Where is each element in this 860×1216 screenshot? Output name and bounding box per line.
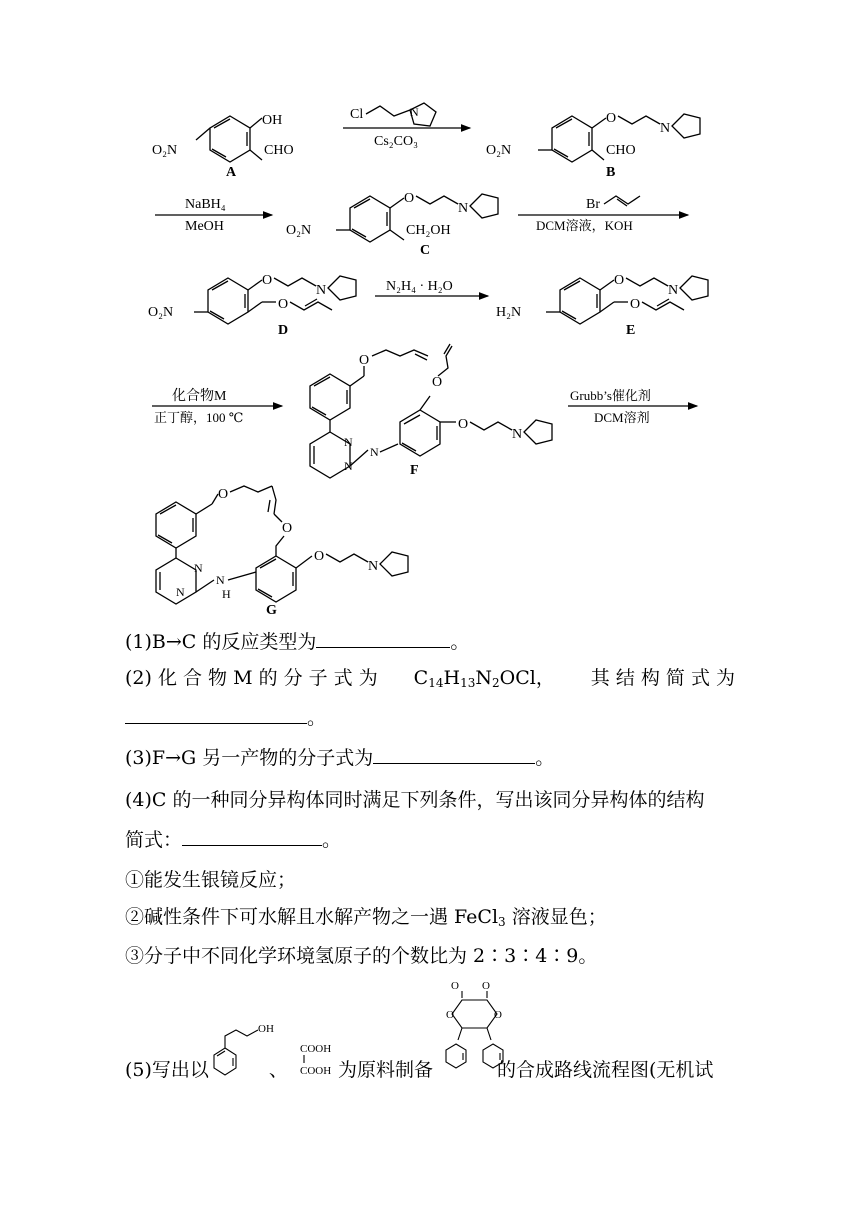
target-o4: O	[494, 1009, 502, 1021]
q5-pre: (5)写出以	[125, 1059, 209, 1081]
d-o2-label: O	[278, 297, 289, 312]
compound-e	[496, 273, 708, 338]
b-cho-label: CHO	[606, 143, 636, 158]
arrow6-grubbs: Grubb’s催化剂	[570, 388, 651, 403]
a-no2-label: O₂N	[152, 143, 178, 158]
d-o1-label: O	[262, 273, 273, 288]
cooh-top: COOH	[300, 1043, 332, 1055]
g-o3-label: O	[314, 549, 325, 564]
question-1	[125, 628, 469, 656]
d-n-label: N	[316, 283, 327, 298]
q4-answer-blank[interactable]	[182, 827, 322, 846]
d-no2-label: O₂N	[148, 305, 174, 320]
question-5: (5)写出以 、 为原料制备 的合成路线流程图(无机试	[125, 1059, 714, 1081]
q2-formula: $C_{14}H_{13}N_2OCl$，	[413, 667, 555, 690]
g-n1-label: N	[194, 561, 203, 575]
arrow-3	[518, 196, 688, 234]
arrow1-cl: Cl	[350, 107, 364, 122]
g-n4-label: N	[368, 559, 379, 574]
f-n1-label: N	[344, 435, 353, 449]
arrow5-conditions: 正丁醇，100 ℃	[154, 410, 244, 425]
c-label: C	[420, 243, 431, 258]
oh-label: OH	[258, 1023, 274, 1035]
q5-post: 的合成路线流程图(无机试	[496, 1059, 714, 1081]
q2-suffix: 其 结 构 简 式 为	[590, 667, 735, 689]
q4-line2: 简式：	[125, 829, 183, 851]
e-label: E	[626, 323, 636, 338]
question-2-line2	[125, 704, 326, 732]
arrow1-n: N	[410, 105, 419, 119]
q1-text: (1)B→C 的反应类型为	[125, 631, 317, 653]
g-o2-label: O	[282, 521, 293, 536]
condition-2-text: ②碱性条件下可水解且水解产物之一遇 FeCl	[125, 906, 499, 928]
q1-answer-blank[interactable]	[316, 629, 450, 648]
target-structure	[446, 980, 503, 1068]
a-oh-label: OH	[262, 113, 283, 128]
q4-end: 。	[322, 829, 342, 851]
q3-answer-blank[interactable]	[373, 745, 535, 764]
arrow-1	[343, 103, 470, 149]
arrow5-m: 化合物M	[172, 389, 227, 404]
d-label: D	[278, 323, 289, 338]
q3-end: 。	[535, 747, 555, 769]
g-n2-label: N	[176, 585, 185, 599]
b-o-label: O	[606, 111, 617, 126]
q4-line1: (4)C 的一种同分异构体同时满足下列条件，写出该同分异构体的结构	[125, 789, 705, 811]
arrow2-nabh4: NaBH₄	[185, 197, 226, 212]
compound-d	[148, 273, 356, 338]
c-no2-label: O₂N	[286, 223, 312, 238]
arrow-4	[375, 279, 488, 296]
g-h-label: H	[222, 587, 231, 601]
arrow-6	[568, 388, 697, 425]
condition-3-text: ③分子中不同化学环境氢原子的个数比为 2∶3∶4∶9。	[125, 945, 598, 967]
arrow3-dcm: DCM溶液，KOH	[536, 218, 633, 233]
arrow-2	[155, 197, 272, 234]
target-o3: O	[446, 1009, 454, 1021]
question-4-line2	[125, 826, 341, 854]
arrow3-br: Br	[586, 197, 600, 212]
arrow-5	[152, 387, 282, 426]
a-cho-label: CHO	[264, 143, 294, 158]
compound-g	[156, 486, 408, 618]
f-n3-label: N	[370, 445, 379, 459]
condition-3	[125, 942, 597, 970]
arrow6-dcm: DCM溶剂	[594, 410, 650, 425]
question-3	[125, 744, 554, 772]
q3-text: (3)F→G 另一产物的分子式为	[125, 747, 374, 769]
target-o1: O	[451, 980, 459, 992]
q2-answer-blank[interactable]	[125, 705, 307, 724]
f-n4-label: N	[512, 427, 523, 442]
condition-1	[125, 866, 296, 894]
condition-2-sub: 3	[498, 915, 506, 929]
f-o1-label: O	[359, 353, 370, 368]
compound-f	[310, 344, 552, 478]
c-o-label: O	[404, 191, 415, 206]
q5-mid: 为原料制备	[337, 1059, 433, 1081]
q2-end: 。	[307, 707, 327, 729]
b-n-label: N	[660, 121, 671, 136]
arrow4-n2h4: N₂H₄ · H₂O	[386, 279, 453, 294]
q2-prefix: (2) 化 合 物 M 的 分 子 式 为	[125, 667, 378, 689]
question-2-line1	[125, 664, 735, 692]
compound-b	[486, 111, 700, 180]
arrow2-meoh: MeOH	[185, 219, 224, 234]
g-nh-label: N	[216, 573, 225, 587]
f-o2-label: O	[432, 375, 443, 390]
c-ch2oh-label: CH₂OH	[406, 223, 451, 238]
target-o2: O	[482, 980, 490, 992]
q1-end: 。	[450, 631, 470, 653]
compound-a	[152, 113, 294, 180]
c-n-label: N	[458, 201, 469, 216]
condition-2: ②碱性条件下可水解且水解产物之一遇 FeCl$_3$ 溶液显色；	[125, 906, 607, 929]
f-label: F	[410, 463, 419, 478]
e-h2n-label: H₂N	[496, 305, 522, 320]
cooh-bottom: COOH	[300, 1065, 332, 1077]
g-label: G	[266, 603, 277, 618]
e-n-label: N	[668, 283, 679, 298]
b-label: B	[606, 165, 616, 180]
a-label: A	[226, 165, 237, 180]
g-o1-label: O	[218, 487, 229, 502]
arrow1-cs2co3: Cs₂CO₃	[374, 134, 418, 149]
f-n2-label: N	[344, 459, 353, 473]
compound-c	[286, 191, 498, 258]
e-o2-label: O	[630, 297, 641, 312]
e-o1-label: O	[614, 273, 625, 288]
b-no2-label: O₂N	[486, 143, 512, 158]
question-4-line1	[125, 786, 705, 814]
f-o3-label: O	[458, 417, 469, 432]
condition-1-text: ①能发生银镜反应；	[125, 869, 297, 891]
